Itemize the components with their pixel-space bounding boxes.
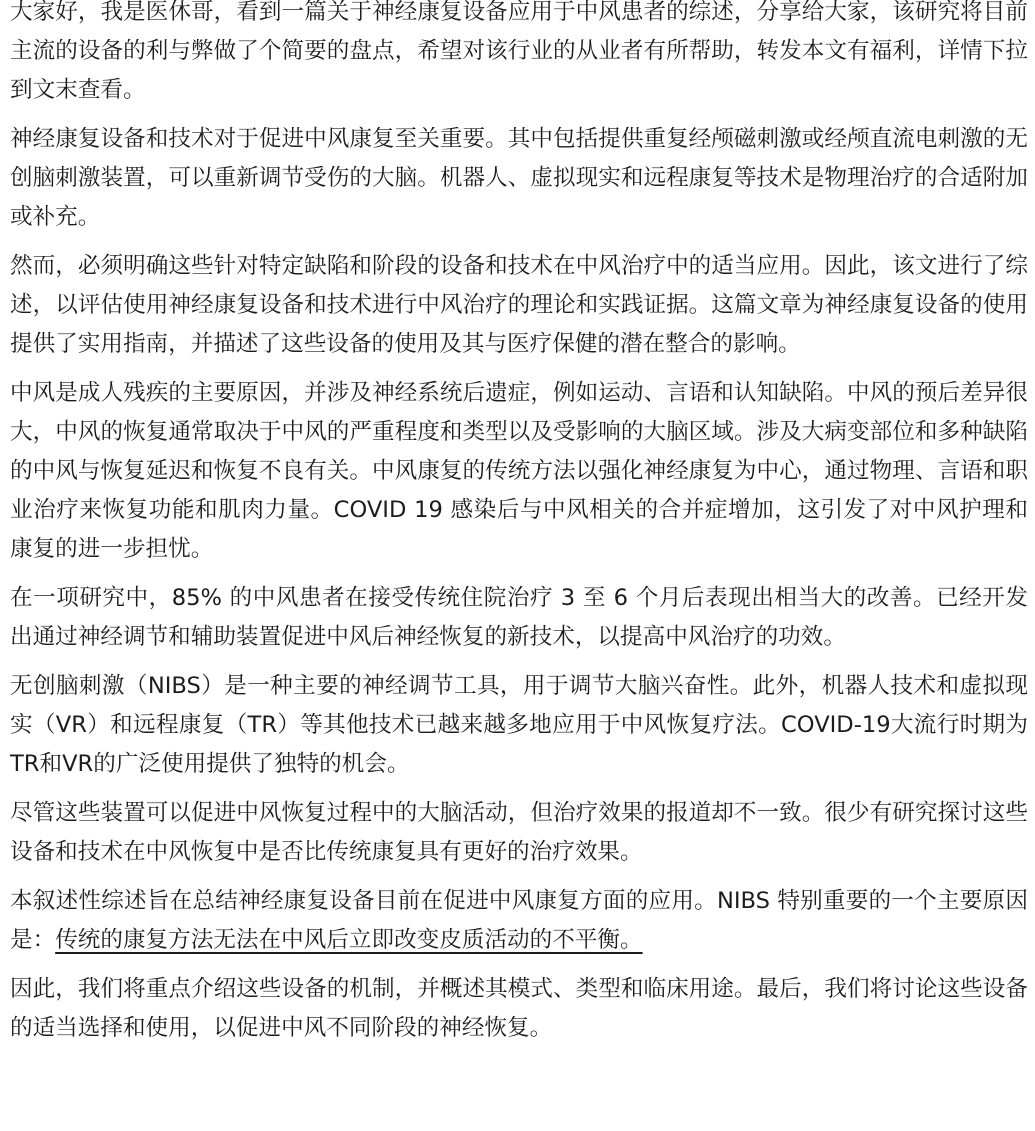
paragraph-devices-overview: 神经康复设备和技术对于促进中风康复至关重要。其中包括提供重复经颅磁刺激或经颅直流电刺激的无创脑刺激装置，可以重新调节受伤的大脑。机器人、虚拟现实和远程康复等技术是物理治疗的合适附加或补充。 <box>10 126 1028 230</box>
paragraph-stroke-background: 中风是成人残疾的主要原因，并涉及神经系统后遗症，例如运动、言语和认知缺陷。中风的预后差异很大，中风的恢复通常取决于中风的严重程度和类型以及受影响的大脑区域。涉及大病变部位和多种缺陷的中风与恢复延迟和恢复不良有关。中风康复的传统方法以强化神经康复为中心，通过物理、言语和职业治疗来恢复功能和肌肉力量。COVID 19 感染后与中风相关的合并症增加，这引发了对中风护理和康复的进一步担忧。 <box>10 380 1028 562</box>
paragraph-nibs-intro: 无创脑刺激（NIBS）是一种主要的神经调节工具，用于调节大脑兴奋性。此外，机器人技术和虚拟现实（VR）和远程康复（TR）等其他技术已越来越多地应用于中风恢复疗法。COVID-19大流行时期为TR和VR的广泛使用提供了独特的机会。 <box>10 673 1028 777</box>
underlined-key-reason: 传统的康复方法无法在中风后立即改变皮质活动的不平衡。 <box>55 927 643 953</box>
paragraph-conclusion: 因此，我们将重点介绍这些设备的机制，并概述其模式、类型和临床用途。最后，我们将讨论这些设备的适当选择和使用，以促进中风不同阶段的神经恢复。 <box>10 976 1028 1041</box>
paragraph-study-results: 在一项研究中，85% 的中风患者在接受传统住院治疗 3 至 6 个月后表现出相当大的改善。已经开发出通过神经调节和辅助装置促进中风后神经恢复的新技术，以提高中风治疗的功效。 <box>10 585 1028 650</box>
article-body <box>10 0 1028 1058</box>
paragraph-review-aim <box>10 882 1028 960</box>
review-aim-text: 本叙述性综述旨在总结神经康复设备目前在促进中风康复方面的应用。NIBS 特别重要的一个主要原因是： <box>10 888 1028 953</box>
paragraph-effect-inconsistency: 尽管这些装置可以促进中风恢复过程中的大脑活动，但治疗效果的报道却不一致。很少有研究探讨这些设备和技术在中风恢复中是否比传统康复具有更好的治疗效果。 <box>10 800 1028 865</box>
paragraph-intro: 大家好，我是医休哥，看到一篇关于神经康复设备应用于中风患者的综述，分享给大家，该研究将目前主流的设备的利与弊做了个简要的盘点，希望对该行业的从业者有所帮助，转发本文有福利，详情下拉到文末查看。 <box>10 0 1028 103</box>
paragraph-review-purpose: 然而，必须明确这些针对特定缺陷和阶段的设备和技术在中风治疗中的适当应用。因此，该文进行了综述，以评估使用神经康复设备和技术进行中风治疗的理论和实践证据。这篇文章为神经康复设备的使用提供了实用指南，并描述了这些设备的使用及其与医疗保健的潜在整合的影响。 <box>10 253 1028 357</box>
